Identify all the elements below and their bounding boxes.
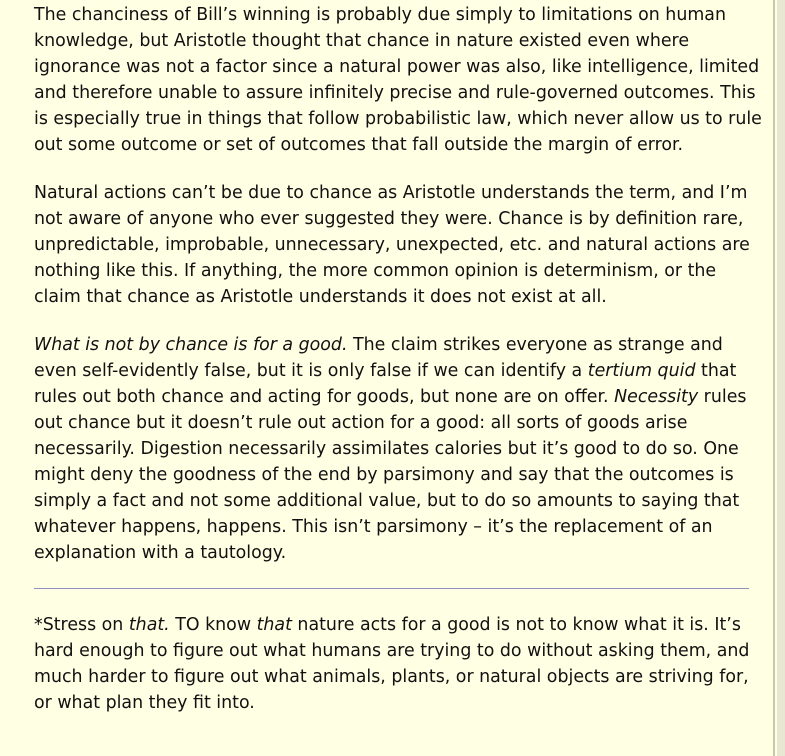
italic-term: tertium quid <box>587 361 696 381</box>
italic-term: Necessity <box>614 387 699 407</box>
scrollbar[interactable] <box>777 0 785 756</box>
text-run: The claim strikes everyone as strange and even self-evidently false, but it is only false if we can identify a <box>34 335 723 381</box>
paragraph-2: Natural actions can’t be due to chance as Aristotle understands the term, and I’m not aware of anyone who ever suggested they were. Chance is by definition rare, unpredictable, improbable, unnecessary, unexpected, etc. and natural actions are nothing like this. If anything, the more common opinion is determinism, or the claim that chance as Aristotle understands it does not exist at all. <box>34 183 750 307</box>
text-run: that rules out both chance and acting for goods, but none are on offer. <box>34 361 737 407</box>
footnote <box>34 612 764 716</box>
footnote-divider <box>34 588 749 589</box>
italic-term: that. <box>128 615 170 635</box>
text-run: TO know <box>169 615 257 635</box>
text-run: *Stress on <box>34 615 129 635</box>
italic-thesis: What is not by chance is for a good. <box>34 335 348 355</box>
article-body <box>34 2 764 738</box>
text-run: rules out chance but it doesn’t rule out action for a good: all sorts of goods arise necessarily. Digestion necessarily assimilates calories but it’s good to do so. One might deny the goodness of the end by parsimony and say that the outcomes is simply a fact and not some additional value, but to do so amounts to saying that whatever happens, happens. This isn’t parsimony – it’s the replacement of an explanation with a tautology. <box>34 387 747 563</box>
text-run: nature acts for a good is not to know what it is. It’s hard enough to figure out what humans are trying to do without asking them, and much harder to figure out what animals, plants, or natural objects are striving for, or what plan they fit into. <box>34 615 750 713</box>
paragraph-3 <box>34 332 764 566</box>
italic-term: that <box>256 615 292 635</box>
paragraph-1: The chanciness of Bill’s winning is probably due simply to limitations on human knowledge, but Aristotle thought that chance in nature existed even where ignorance was not a factor since a natural power was also, like intelligence, limited and therefore unable to assure infinitely precise and rule-governed outcomes. This is especially true in things that follow probabilistic law, which never allow us to rule out some outcome or set of outcomes that fall outside the margin of error. <box>34 5 762 155</box>
